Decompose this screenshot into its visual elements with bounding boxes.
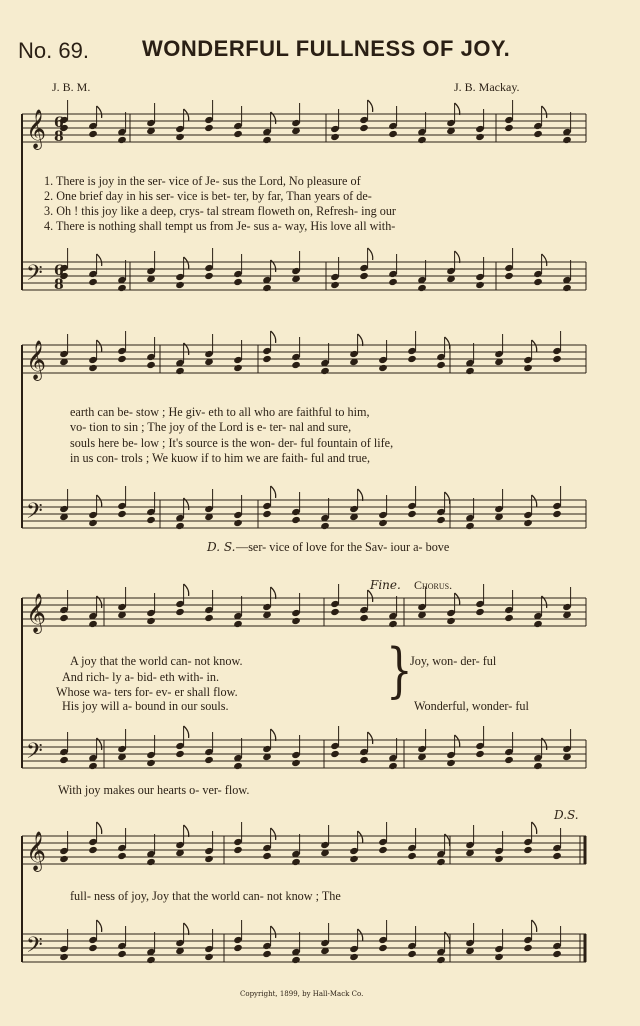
note-head: [417, 136, 427, 144]
lyric-line: 4. There is nothing shall tempt us from Je- sus a- way, His love all with-: [44, 219, 396, 233]
note-head: [175, 522, 185, 530]
note-head: [446, 759, 456, 767]
note-flag: [184, 726, 189, 738]
note-head: [291, 759, 301, 767]
note-head: [359, 272, 369, 280]
lyric-line: full- ness of joy, Joy that the world can- not know ; The: [70, 889, 341, 903]
note-flag: [455, 593, 460, 605]
brace: }: [386, 636, 413, 705]
note-head: [146, 759, 156, 767]
copyright-notice: Copyright, 1899, by Hall-Mack Co.: [240, 990, 364, 998]
note-head: [359, 756, 369, 764]
lyric-line: in us con- trols ; We kuow if to him we are faith- ful and true,: [70, 451, 371, 465]
note-head: [378, 519, 388, 527]
note-head: [146, 516, 156, 524]
note-head: [359, 614, 369, 622]
note-head: [175, 133, 185, 141]
note-flag: [532, 340, 537, 352]
note-head: [552, 950, 562, 958]
lyric-line: Whose wa- ters for- ev- er shall flow.: [56, 685, 238, 699]
note-head: [117, 136, 127, 144]
note-head: [204, 855, 214, 863]
note-flag: [97, 106, 102, 118]
note-flag: [532, 495, 537, 507]
note-head: [378, 944, 388, 952]
bass-clef: 𝄢: [26, 499, 43, 529]
note-head: [436, 956, 446, 964]
note-flag: [97, 920, 102, 932]
note-head: [378, 364, 388, 372]
note-head: [291, 956, 301, 964]
note-flag: [532, 920, 537, 932]
time-signature-numerator: 6: [54, 115, 64, 131]
treble-clef: 𝄞: [26, 109, 47, 149]
time-signature-denominator: 8: [54, 277, 64, 293]
note-head: [533, 620, 543, 628]
note-head: [475, 750, 485, 758]
lyric-line: 2. One brief day in his ser- vice is bet- ter, by far, Than years of de-: [44, 189, 372, 203]
note-head: [262, 510, 272, 518]
note-head: [562, 136, 572, 144]
note-head: [291, 361, 301, 369]
note-head: [436, 516, 446, 524]
note-head: [233, 364, 243, 372]
note-head: [88, 364, 98, 372]
note-head: [117, 510, 127, 518]
note-flag: [368, 732, 373, 744]
note-flag: [97, 495, 102, 507]
lyric-line: earth can be- stow ; He giv- eth to all who are faithful to him,: [70, 405, 370, 419]
lyric-line: souls here be- low ; It's source is the won- der- ful fountain of life,: [70, 436, 394, 450]
bass-clef: 𝄢: [26, 739, 43, 769]
lyric-line: vo- tion to sin ; The joy of the Lord is e- ter- nal and sure,: [70, 420, 352, 434]
note-head: [233, 762, 243, 770]
note-head: [552, 355, 562, 363]
note-head: [291, 516, 301, 524]
note-head: [388, 620, 398, 628]
note-head: [262, 284, 272, 292]
note-head: [233, 944, 243, 952]
note-flag: [445, 492, 450, 504]
note-head: [59, 756, 69, 764]
note-head: [320, 522, 330, 530]
note-head: [349, 953, 359, 961]
note-head: [475, 608, 485, 616]
note-head: [117, 950, 127, 958]
note-flag: [532, 822, 537, 834]
note-head: [407, 355, 417, 363]
note-head: [204, 953, 214, 961]
lyric-line: 1. There is joy in the ser- vice of Je- sus the Lord, No pleasure of: [44, 174, 361, 188]
note-head: [533, 278, 543, 286]
note-head: [523, 364, 533, 372]
ds-end-mark: D.S.: [554, 808, 579, 822]
words-credit: J. B. M.: [52, 80, 91, 94]
note-flag: [271, 587, 276, 599]
note-flag: [184, 825, 189, 837]
note-head: [504, 614, 514, 622]
note-head: [117, 852, 127, 860]
lyric-line: A joy that the world can- not know.: [70, 654, 243, 668]
note-flag: [97, 254, 102, 266]
note-head: [262, 852, 272, 860]
bass-clef: 𝄢: [26, 261, 43, 291]
lyric-line: 3. Oh ! this joy like a deep, crys- tal stream floweth on, Refresh- ing our: [44, 204, 396, 218]
note-head: [349, 855, 359, 863]
treble-clef: 𝄞: [26, 831, 47, 871]
note-head: [233, 130, 243, 138]
note-head: [562, 284, 572, 292]
lyric-line: His joy will a- bound in our souls.: [62, 699, 229, 713]
note-head: [523, 846, 533, 854]
note-head: [533, 762, 543, 770]
note-flag: [271, 486, 276, 498]
note-head: [359, 124, 369, 132]
note-head: [146, 858, 156, 866]
note-head: [233, 519, 243, 527]
bass-lyric-line: With joy makes our hearts o- ver- flow.: [58, 783, 250, 797]
note-head: [465, 367, 475, 375]
note-flag: [542, 106, 547, 118]
chorus-lyric: Joy, won- der- ful: [410, 654, 497, 668]
note-head: [407, 852, 417, 860]
bass-clef: 𝄢: [26, 933, 43, 963]
note-head: [175, 608, 185, 616]
note-flag: [368, 248, 373, 260]
hymn-title: WONDERFUL FULLNESS OF JOY.: [142, 36, 511, 61]
note-head: [146, 617, 156, 625]
note-head: [175, 367, 185, 375]
note-head: [291, 858, 301, 866]
note-head: [436, 858, 446, 866]
note-head: [146, 361, 156, 369]
note-head: [59, 953, 69, 961]
note-head: [88, 130, 98, 138]
chorus-lyric-bass: Wonderful, wonder- ful: [414, 699, 529, 713]
note-head: [262, 950, 272, 958]
note-flag: [271, 926, 276, 938]
note-head: [330, 133, 340, 141]
note-head: [446, 617, 456, 625]
note-head: [88, 278, 98, 286]
hymn-number: No. 69.: [18, 38, 89, 63]
note-flag: [358, 929, 363, 941]
note-head: [407, 950, 417, 958]
note-head: [320, 367, 330, 375]
note-flag: [455, 735, 460, 747]
note-head: [378, 846, 388, 854]
note-head: [475, 281, 485, 289]
note-head: [494, 855, 504, 863]
note-head: [175, 750, 185, 758]
treble-clef: 𝄞: [26, 340, 47, 380]
note-head: [465, 522, 475, 530]
note-head: [533, 130, 543, 138]
note-flag: [358, 831, 363, 843]
note-head: [88, 846, 98, 854]
note-flag: [184, 257, 189, 269]
note-flag: [358, 334, 363, 346]
note-flag: [455, 103, 460, 115]
note-head: [330, 608, 340, 616]
note-head: [117, 355, 127, 363]
note-head: [117, 284, 127, 292]
note-head: [233, 278, 243, 286]
note-head: [523, 944, 533, 952]
note-head: [88, 944, 98, 952]
chorus-label: Chorus.: [414, 578, 453, 592]
ds-label: D. S.: [207, 540, 236, 554]
note-head: [262, 136, 272, 144]
note-flag: [368, 100, 373, 112]
note-head: [330, 750, 340, 758]
note-head: [175, 281, 185, 289]
note-head: [204, 756, 214, 764]
lyric-line: And rich- ly a- bid- eth with- in.: [62, 670, 220, 684]
note-head: [88, 620, 98, 628]
note-flag: [97, 340, 102, 352]
note-head: [204, 272, 214, 280]
note-flag: [271, 729, 276, 741]
note-head: [262, 355, 272, 363]
note-head: [59, 855, 69, 863]
note-head: [388, 130, 398, 138]
note-head: [407, 510, 417, 518]
fine-mark: Fine.: [370, 578, 401, 592]
music-credit: J. B. Mackay.: [454, 80, 520, 94]
note-flag: [271, 828, 276, 840]
note-head: [475, 133, 485, 141]
note-flag: [445, 337, 450, 349]
note-flag: [455, 251, 460, 263]
note-flag: [184, 109, 189, 121]
note-flag: [358, 489, 363, 501]
note-head: [330, 281, 340, 289]
note-head: [523, 519, 533, 527]
note-head: [233, 846, 243, 854]
note-head: [59, 614, 69, 622]
note-head: [436, 361, 446, 369]
note-head: [204, 124, 214, 132]
time-signature-denominator: 8: [54, 129, 64, 145]
note-head: [204, 614, 214, 622]
note-head: [552, 852, 562, 860]
ds-lyric-line: —ser- vice of love for the Sav- iour a- bove: [236, 540, 450, 554]
note-flag: [271, 331, 276, 343]
note-head: [88, 519, 98, 527]
note-flag: [542, 254, 547, 266]
note-flag: [97, 822, 102, 834]
note-head: [504, 272, 514, 280]
note-flag: [184, 923, 189, 935]
note-head: [504, 124, 514, 132]
note-head: [233, 620, 243, 628]
note-head: [291, 617, 301, 625]
note-flag: [184, 584, 189, 596]
note-head: [417, 284, 427, 292]
note-head: [552, 510, 562, 518]
treble-clef: 𝄞: [26, 593, 47, 633]
note-head: [88, 762, 98, 770]
time-signature-numerator: 6: [54, 263, 64, 279]
note-head: [388, 762, 398, 770]
note-head: [494, 953, 504, 961]
note-head: [388, 278, 398, 286]
note-head: [504, 756, 514, 764]
note-head: [146, 956, 156, 964]
